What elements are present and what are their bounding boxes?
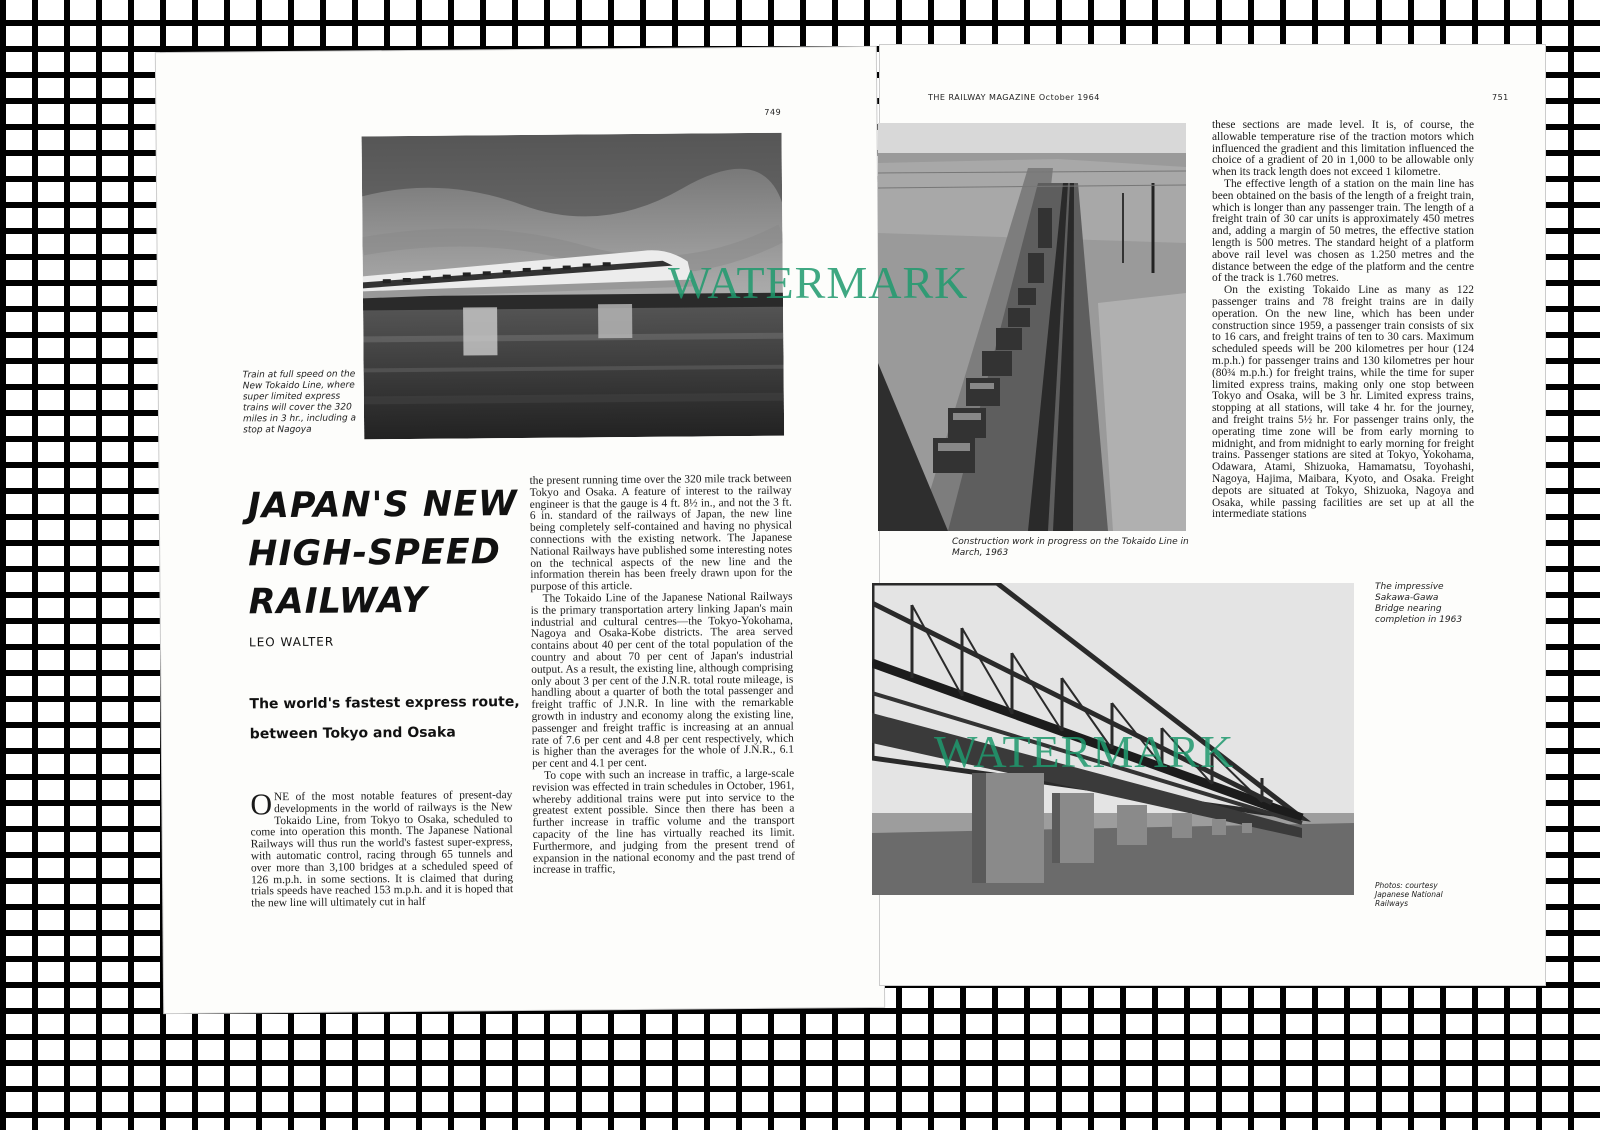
bridge-caption: The impressive Sakawa-Gawa Bridge nearing completion in 1963 [1375, 582, 1463, 625]
drop-cap: O [250, 788, 273, 822]
running-head: THE RAILWAY MAGAZINE October 1964 [928, 93, 1100, 102]
standfirst-line: The world's fastest express route, [249, 694, 520, 713]
headline-line: HIGH-SPEED [248, 532, 501, 575]
headline-line: JAPAN'S NEW [247, 484, 518, 527]
article-column-1 [250, 790, 513, 910]
page-number: 751 [1492, 93, 1509, 102]
watermark: WATERMARK [934, 726, 1235, 777]
right-page [880, 45, 1545, 985]
article-column-2 [530, 474, 795, 877]
paragraph: The effective length of a station on the main line has been obtained on the basis of the length of a freight train, which is longer than any passenger train. The length of a freight train of 30 car units is approximately 450 metres and, adding a margin of 50 metres, the effective station length is 500 metres. The standard height of a platform above rail level was chosen as 1.250 metres and the distance between the edge of the platform and the centre of the track is 1.760 metres. [1212, 177, 1474, 285]
paragraph: NE of the most notable features of present-day developments in the world of railways is the New Tokaido Line, from Tokyo to Osaka, scheduled to come into operation this month. The Japanese National Railways will thus run the world's fastest super-express, with automatic control, racing through 65 tunnels and over more than 3,100 bridges at a scheduled speed of 126 m.p.h. in some sections. It is claimed that during trials speeds have reached 153 m.p.h. and it is hoped that the new line will ultimately cut in half [250, 789, 514, 910]
watermark: WATERMARK [668, 257, 969, 308]
left-page [156, 47, 884, 1013]
page-number: 749 [764, 107, 782, 117]
construction-photo-image [878, 123, 1186, 531]
headline-line: RAILWAY [248, 580, 428, 623]
headline [248, 480, 529, 626]
train-photo-caption: Train at full speed on the New Tokaido Line, where super limited express trains will cover the 320 miles in 3 hr., including a stop at Nagoya [242, 369, 357, 436]
construction-photo [878, 123, 1186, 531]
paragraph: The Tokaido Line of the Japanese National Railways is the primary transportation artery linking Japan's main industrial and cultural centres—the Tokyo-Yokohama, Nagoya and Osaka-Kobe districts. The area served contains about 40 per cent of the total population of the country and about 70 per cent of Japan's industrial output. As a result, the existing line, although comprising only about 3 per cent of the J.N.R. total route mileage, is handling about a quarter of both the total passenger and freight traffic of J.N.R. In line with the remarkable growth in industry and economy along the existing line, passenger and freight traffic is increasing at an annual rate of 7.6 per cent and 4.8 per cent respectively, which is higher than the averages for the whole of J.N.R., 6.1 per cent and 4.1 per cent. [530, 590, 794, 771]
photo-credit: Photos: courtesy Japanese National Railways [1375, 881, 1443, 908]
article-column-3 [1212, 120, 1474, 521]
byline: LEO WALTER [248, 634, 335, 650]
paragraph: the present running time over the 320 mile track between Tokyo and Osaka. A feature of interest to the railway engineer is that the gauge is 4 ft. 8½ in., and not the 3 ft. 6 in. standard of the railways of Japan, the new line being completely self-contained and having no physical connections with the existing network. The Japanese National Railways have published some interesting notes on the technical aspects of the new line and the information therein has been freely drawn upon for the purpose of this article. [529, 472, 793, 594]
construction-caption: Construction work in progress on the Tokaido Line in March, 1963 [952, 537, 1189, 558]
paragraph: On the existing Tokaido Line as many as 122 passenger trains and 78 freight trains are in daily operation. On the new line, which has been under construction since 1959, a passenger train consists of six to 16 cars, and freight trains of ten to 30 cars. Maximum scheduled speeds will be 200 kilometres per hour (124 m.p.h.) for passenger trains and 130 kilometres per hour (80¾ m.p.h.) for freight trains, while the time for super limited express trains, making only one stop between Tokyo and Osaka, will be 3 hr. Limited express trains, stopping at all stations, will take 4 hr. for the journey, and freight trains 5½ hr. For passenger trains only, the operating time zone will be from early morning to midnight, and from midnight to early morning for freight trains. Passenger stations are sited at Tokyo, Yokohama, Odawara, Atami, Shizuoka, Hamamatsu, Toyohashi, Nagoya, Hajima, Maibara, Kyoto, and Osaka. Freight depots are situated at Tokyo, Shizuoka, Nagoya and Osaka, while passing facilities are set up at all the intermediate stations [1212, 284, 1474, 521]
standfirst [249, 687, 540, 750]
paragraph: these sections are made level. It is, of course, the allowable temperature rise of the traction motors which influenced the gradient and this limitation influenced the choice of a gradient of 20 in 1,000 to be allowable only when its track length does not exceed 1 kilometre. [1212, 119, 1474, 179]
paragraph: To cope with such an increase in traffic, a large-scale revision was effected in train schedules in October, 1961, whereby additional trains were put into service to the greatest extent possible. Since then there has been a further increase in traffic volume and the transport capacity of the line has virtually reached its limit. Furthermore, and judging from the present trend of expansion in the national economy and the past trend of increase in traffic, [532, 767, 795, 877]
standfirst-line: between Tokyo and Osaka [249, 724, 456, 743]
